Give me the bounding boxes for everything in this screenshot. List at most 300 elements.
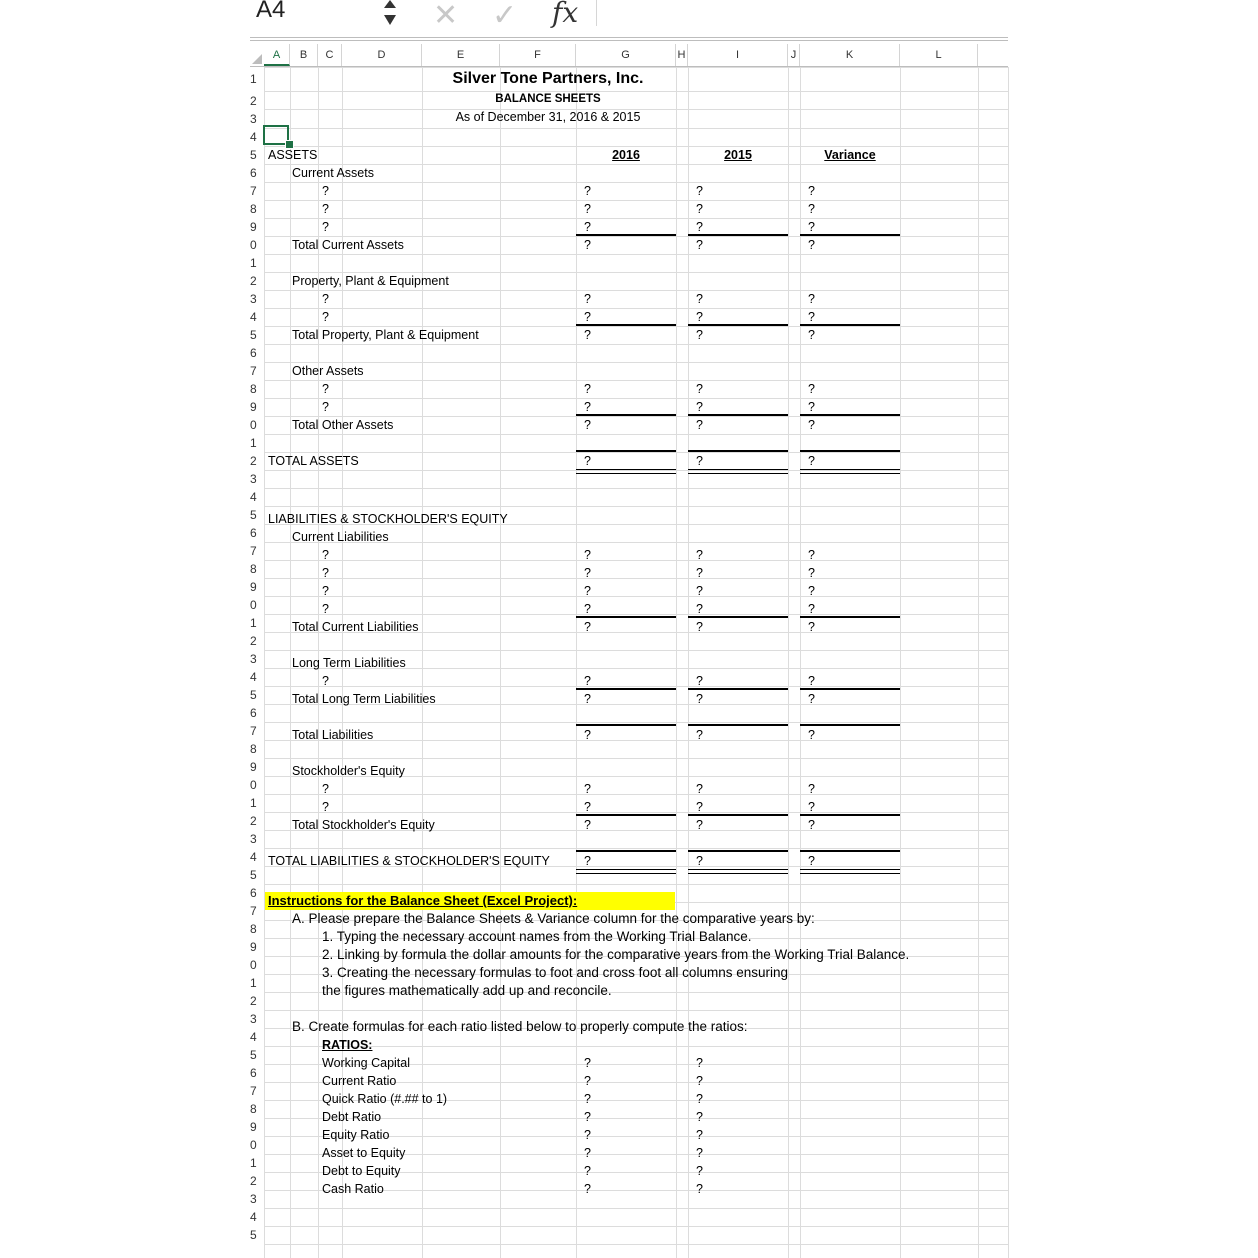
ratio-value: ? (584, 1074, 591, 1088)
placeholder-value: ? (808, 328, 815, 342)
ratio-value: ? (584, 1056, 591, 1070)
grid-row-line (264, 1208, 1008, 1209)
row-number[interactable]: 3 (250, 1192, 257, 1206)
grid-row-line (264, 560, 1008, 561)
row-number[interactable]: 3 (250, 1012, 257, 1026)
placeholder-value: ? (808, 566, 815, 580)
top-rule (688, 724, 788, 726)
underline-rule (800, 324, 900, 326)
grid-row-line (264, 794, 1008, 795)
row-number[interactable]: 8 (250, 562, 257, 576)
column-header-i[interactable]: I (688, 44, 788, 66)
formula-bar (0, 0, 1258, 36)
row-number[interactable]: 7 (250, 1084, 257, 1098)
placeholder-value: ? (584, 800, 591, 814)
row-number[interactable]: 1 (250, 1156, 257, 1170)
row-number[interactable]: 4 (250, 1030, 257, 1044)
placeholder-value: ? (808, 602, 815, 616)
grid-row-line (264, 848, 1008, 849)
ratio-value: ? (584, 1164, 591, 1178)
grid-column-line (978, 67, 979, 1258)
placeholder-value: ? (584, 692, 591, 706)
account-name-placeholder: ? (322, 292, 329, 306)
row-number[interactable]: 2 (250, 814, 257, 828)
double-underline-rule (800, 469, 900, 470)
top-rule (800, 850, 900, 852)
name-box-dropdown-icon[interactable] (380, 0, 400, 30)
top-rule (800, 450, 900, 452)
underline-rule (576, 688, 676, 690)
placeholder-value: ? (696, 184, 703, 198)
report-date: As of December 31, 2016 & 2015 (455, 110, 641, 124)
placeholder-value: ? (584, 238, 591, 252)
account-name-placeholder: ? (322, 566, 329, 580)
row-number[interactable]: 0 (250, 418, 257, 432)
placeholder-value: ? (808, 184, 815, 198)
account-name-placeholder: ? (322, 382, 329, 396)
ratio-equity: Equity Ratio (322, 1128, 390, 1142)
row-number[interactable]: 0 (250, 598, 257, 612)
placeholder-value: ? (584, 328, 591, 342)
grid-column-line (576, 67, 577, 1258)
placeholder-value: ? (584, 202, 591, 216)
row-number[interactable]: 2 (250, 274, 257, 288)
grid-row-line (264, 758, 1008, 759)
grid-row-line (264, 308, 1008, 309)
row-number[interactable]: 6 (250, 166, 257, 180)
row-number[interactable]: 1 (250, 72, 257, 86)
underline-rule (688, 414, 788, 416)
row-number[interactable]: 9 (250, 1120, 257, 1134)
underline-rule (688, 616, 788, 618)
row-number[interactable]: 6 (250, 886, 257, 900)
grid-row-line (264, 91, 1008, 92)
grid-row-line (264, 218, 1008, 219)
grid-row-line (264, 1010, 1008, 1011)
grid-row-line (264, 1046, 1008, 1047)
grid-row-line (264, 506, 1008, 507)
grid-row-line (264, 362, 1008, 363)
placeholder-value: ? (584, 454, 591, 468)
row-number[interactable]: 2 (250, 454, 257, 468)
row-number[interactable]: 7 (250, 364, 257, 378)
ratio-value: ? (696, 1092, 703, 1106)
column-header-f[interactable]: F (500, 44, 576, 66)
placeholder-value: ? (584, 310, 591, 324)
placeholder-value: ? (696, 292, 703, 306)
row-number[interactable]: 9 (250, 760, 257, 774)
long-term-liabilities-label: Long Term Liabilities (292, 656, 406, 670)
placeholder-value: ? (584, 184, 591, 198)
placeholder-value: ? (808, 454, 815, 468)
grid-row-line (264, 434, 1008, 435)
placeholder-value: ? (808, 310, 815, 324)
row-number[interactable]: 8 (250, 1102, 257, 1116)
underline-rule (576, 616, 676, 618)
placeholder-value: ? (808, 692, 815, 706)
placeholder-value: ? (584, 728, 591, 742)
row-number[interactable]: 9 (250, 400, 257, 414)
row-number[interactable]: 9 (250, 940, 257, 954)
total-stockholders-equity-label: Total Stockholder's Equity (292, 818, 435, 832)
placeholder-value: ? (696, 310, 703, 324)
column-header-k[interactable]: K (800, 44, 900, 66)
placeholder-value: ? (808, 202, 815, 216)
ratio-value: ? (584, 1092, 591, 1106)
grid-row-line (264, 254, 1008, 255)
row-number[interactable]: 5 (250, 508, 257, 522)
double-underline-rule (688, 873, 788, 874)
ratio-value: ? (696, 1146, 703, 1160)
placeholder-value: ? (808, 400, 815, 414)
placeholder-value: ? (696, 584, 703, 598)
current-assets-label: Current Assets (292, 166, 374, 180)
total-liabilities-label: Total Liabilities (292, 728, 374, 742)
column-header-a[interactable]: A (264, 44, 290, 66)
row-number[interactable]: 8 (250, 382, 257, 396)
placeholder-value: ? (584, 292, 591, 306)
confirm-icon[interactable]: ✓ (492, 0, 518, 32)
total-assets-label: TOTAL ASSETS (268, 454, 359, 468)
row-number[interactable]: 3 (250, 832, 257, 846)
grid-column-line (500, 67, 501, 1258)
placeholder-value: ? (584, 782, 591, 796)
placeholder-value: ? (584, 854, 591, 868)
underline-rule (800, 234, 900, 236)
total-liab-equity-label: TOTAL LIABILITIES & STOCKHOLDER'S EQUITY (268, 854, 550, 868)
double-underline-rule (576, 473, 676, 474)
underline-rule (800, 414, 900, 416)
ratio-debt-to-equity: Debt to Equity (322, 1164, 401, 1178)
row-number[interactable]: 4 (250, 670, 257, 684)
placeholder-value: ? (584, 382, 591, 396)
grid-row-line (264, 650, 1008, 651)
row-number[interactable]: 2 (250, 1174, 257, 1188)
grid-row-line (264, 884, 1008, 885)
ratio-value: ? (696, 1164, 703, 1178)
account-name-placeholder: ? (322, 548, 329, 562)
grid-column-line (676, 67, 677, 1258)
grid-row-line (264, 398, 1008, 399)
placeholder-value: ? (696, 548, 703, 562)
column-header-b[interactable]: B (290, 44, 318, 66)
row-number[interactable]: 5 (250, 328, 257, 342)
row-number[interactable]: 0 (250, 778, 257, 792)
row-number[interactable]: 1 (250, 796, 257, 810)
grid-column-line (422, 67, 423, 1258)
grid-column-line (688, 67, 689, 1258)
placeholder-value: ? (584, 818, 591, 832)
double-underline-rule (576, 873, 676, 874)
row-number[interactable]: 4 (250, 310, 257, 324)
total-long-term-liabilities-label: Total Long Term Liabilities (292, 692, 436, 706)
placeholder-value: ? (696, 202, 703, 216)
grid-row-line (264, 740, 1008, 741)
placeholder-value: ? (808, 674, 815, 688)
ratio-value: ? (584, 1110, 591, 1124)
ratio-quick: Quick Ratio (#.## to 1) (322, 1092, 448, 1106)
placeholder-value: ? (808, 584, 815, 598)
company-title: Silver Tone Partners, Inc. (452, 70, 644, 87)
row-number[interactable]: 8 (250, 922, 257, 936)
grid-column-line (264, 67, 265, 1258)
instructions-title: Instructions for the Balance Sheet (Excel Project): (268, 893, 578, 908)
row-number[interactable]: 2 (250, 994, 257, 1008)
placeholder-value: ? (696, 692, 703, 706)
row-number[interactable]: 1 (250, 256, 257, 270)
underline-rule (800, 814, 900, 816)
row-number[interactable]: 4 (250, 1210, 257, 1224)
row-number[interactable]: 8 (250, 202, 257, 216)
double-underline-rule (688, 469, 788, 470)
placeholder-value: ? (808, 818, 815, 832)
divider (250, 37, 1008, 38)
row-number[interactable]: 5 (250, 688, 257, 702)
placeholder-value: ? (696, 238, 703, 252)
placeholder-value: ? (584, 400, 591, 414)
placeholder-value: ? (808, 292, 815, 306)
top-rule (688, 450, 788, 452)
row-number[interactable]: 7 (250, 724, 257, 738)
row-number[interactable]: 5 (250, 1048, 257, 1062)
total-current-liabilities-label: Total Current Liabilities (292, 620, 419, 634)
placeholder-value: ? (696, 620, 703, 634)
instruction-a1: 1. Typing the necessary account names from the Working Trial Balance. (322, 929, 752, 944)
double-underline-rule (800, 873, 900, 874)
underline-rule (576, 814, 676, 816)
header-2015: 2015 (724, 148, 752, 162)
placeholder-value: ? (696, 220, 703, 234)
row-number[interactable]: 6 (250, 1066, 257, 1080)
placeholder-value: ? (584, 548, 591, 562)
grid-row-line (264, 1226, 1008, 1227)
placeholder-value: ? (808, 548, 815, 562)
ratio-value: ? (696, 1074, 703, 1088)
placeholder-value: ? (696, 400, 703, 414)
row-number[interactable]: 2 (250, 634, 257, 648)
column-header-e[interactable]: E (422, 44, 500, 66)
account-name-placeholder: ? (322, 202, 329, 216)
placeholder-value: ? (808, 728, 815, 742)
placeholder-value: ? (696, 328, 703, 342)
placeholder-value: ? (584, 584, 591, 598)
ratio-value: ? (696, 1110, 703, 1124)
placeholder-value: ? (584, 220, 591, 234)
row-number[interactable]: 4 (250, 850, 257, 864)
assets-label: ASSETS (268, 148, 318, 162)
grid-row-line (264, 290, 1008, 291)
row-number[interactable]: 7 (250, 184, 257, 198)
divider (250, 40, 1008, 41)
double-underline-rule (800, 869, 900, 870)
grid-column-line (290, 67, 291, 1258)
report-title: BALANCE SHEETS (495, 93, 601, 105)
placeholder-value: ? (696, 454, 703, 468)
top-rule (800, 724, 900, 726)
column-header-j[interactable]: J (788, 44, 800, 66)
cancel-icon[interactable]: ✕ (433, 0, 459, 32)
grid-row-line (264, 812, 1008, 813)
total-current-assets-label: Total Current Assets (292, 238, 404, 252)
ratio-value: ? (696, 1056, 703, 1070)
placeholder-value: ? (808, 800, 815, 814)
row-number[interactable]: 9 (250, 220, 257, 234)
instruction-a: A. Please prepare the Balance Sheets & Variance column for the comparative years by: (292, 911, 815, 926)
grid-row-line (264, 614, 1008, 615)
grid-row-line (264, 686, 1008, 687)
grid-row-line (264, 1244, 1008, 1245)
row-number[interactable]: 2 (250, 94, 257, 108)
placeholder-value: ? (808, 854, 815, 868)
underline-rule (688, 688, 788, 690)
grid-row-line (264, 596, 1008, 597)
placeholder-value: ? (696, 782, 703, 796)
row-number[interactable]: 8 (250, 742, 257, 756)
column-header-d[interactable]: D (342, 44, 422, 66)
instruction-a2: 2. Linking by formula the dollar amounts for the comparative years from the Working Trial Balance. (322, 947, 910, 962)
top-rule (688, 850, 788, 852)
row-number[interactable]: 3 (250, 292, 257, 306)
placeholder-value: ? (696, 800, 703, 814)
grid-row-line (264, 722, 1008, 723)
row-number[interactable]: 5 (250, 148, 257, 162)
row-number[interactable]: 7 (250, 904, 257, 918)
column-header-l[interactable]: L (900, 44, 978, 66)
row-number[interactable]: 0 (250, 238, 257, 252)
ratios-title: RATIOS: (322, 1038, 373, 1052)
row-number[interactable]: 9 (250, 580, 257, 594)
placeholder-value: ? (696, 728, 703, 742)
grid-row-line (264, 200, 1008, 201)
placeholder-value: ? (696, 674, 703, 688)
placeholder-value: ? (584, 674, 591, 688)
grid-column-line (900, 67, 901, 1258)
ppe-label: Property, Plant & Equipment (292, 274, 449, 288)
grid-row-line (264, 128, 1008, 129)
ratio-value: ? (584, 1146, 591, 1160)
instruction-b: B. Create formulas for each ratio listed below to properly compute the ratios: (292, 1019, 748, 1034)
row-number[interactable]: 7 (250, 544, 257, 558)
placeholder-value: ? (696, 602, 703, 616)
row-number[interactable]: 1 (250, 616, 257, 630)
account-name-placeholder: ? (322, 310, 329, 324)
top-rule (576, 450, 676, 452)
row-number[interactable]: 3 (250, 472, 257, 486)
grid-row-line (264, 452, 1008, 453)
placeholder-value: ? (696, 818, 703, 832)
row-number[interactable]: 6 (250, 526, 257, 540)
column-header-h[interactable]: H (676, 44, 688, 66)
ratio-debt: Debt Ratio (322, 1110, 382, 1124)
account-name-placeholder: ? (322, 400, 329, 414)
header-2016: 2016 (612, 148, 640, 162)
total-ppe-label: Total Property, Plant & Equipment (292, 328, 479, 342)
grid-row-line (264, 182, 1008, 183)
underline-rule (688, 324, 788, 326)
placeholder-value: ? (584, 418, 591, 432)
placeholder-value: ? (584, 602, 591, 616)
ratio-value: ? (696, 1128, 703, 1142)
placeholder-value: ? (696, 854, 703, 868)
ratio-working-capital: Working Capital (322, 1056, 411, 1070)
row-number[interactable]: 0 (250, 958, 257, 972)
underline-rule (688, 814, 788, 816)
double-underline-rule (576, 469, 676, 470)
column-header-g[interactable]: G (576, 44, 676, 66)
row-number[interactable]: 1 (250, 976, 257, 990)
account-name-placeholder: ? (322, 782, 329, 796)
other-assets-label: Other Assets (292, 364, 364, 378)
ratio-cash: Cash Ratio (322, 1182, 384, 1196)
grid-row-line (264, 164, 1008, 165)
select-all-icon[interactable] (250, 44, 264, 66)
ratio-value: ? (584, 1128, 591, 1142)
grid-row-line (264, 488, 1008, 489)
placeholder-value: ? (696, 566, 703, 580)
underline-rule (688, 234, 788, 236)
underline-rule (800, 616, 900, 618)
account-name-placeholder: ? (322, 800, 329, 814)
placeholder-value: ? (808, 382, 815, 396)
underline-rule (800, 688, 900, 690)
placeholder-value: ? (696, 418, 703, 432)
row-number[interactable]: 1 (250, 436, 257, 450)
placeholder-value: ? (584, 620, 591, 634)
top-rule (576, 850, 676, 852)
grid-row-line (264, 578, 1008, 579)
row-number[interactable]: 5 (250, 1228, 257, 1242)
grid-row-line (264, 67, 1008, 68)
function-icon[interactable]: fx (552, 0, 579, 29)
row-number[interactable]: 6 (250, 346, 257, 360)
grid-column-line (800, 67, 801, 1258)
row-number[interactable]: 6 (250, 706, 257, 720)
column-header-c[interactable]: C (318, 44, 342, 66)
total-other-assets-label: Total Other Assets (292, 418, 394, 432)
double-underline-rule (688, 473, 788, 474)
account-name-placeholder: ? (322, 602, 329, 616)
ratio-value: ? (584, 1182, 591, 1196)
header-variance: Variance (824, 148, 876, 162)
row-number[interactable]: 0 (250, 1138, 257, 1152)
ratio-asset-to-equity: Asset to Equity (322, 1146, 406, 1160)
grid-column-line (788, 67, 789, 1258)
grid-row-line (264, 380, 1008, 381)
double-underline-rule (576, 869, 676, 870)
account-name-placeholder: ? (322, 220, 329, 234)
row-number[interactable]: 3 (250, 652, 257, 666)
double-underline-rule (800, 473, 900, 474)
underline-rule (576, 324, 676, 326)
row-number[interactable]: 4 (250, 130, 257, 144)
placeholder-value: ? (808, 620, 815, 634)
name-box[interactable]: A4 (256, 0, 286, 23)
account-name-placeholder: ? (322, 674, 329, 688)
placeholder-value: ? (808, 238, 815, 252)
grid-row-line (264, 470, 1008, 471)
ratio-value: ? (696, 1182, 703, 1196)
row-number[interactable]: 4 (250, 490, 257, 504)
placeholder-value: ? (808, 418, 815, 432)
row-number[interactable]: 3 (250, 112, 257, 126)
liab-equity-label: LIABILITIES & STOCKHOLDER'S EQUITY (268, 512, 508, 526)
instruction-a3b: the figures mathematically add up and reconcile. (322, 983, 612, 998)
double-underline-rule (688, 869, 788, 870)
row-number[interactable]: 5 (250, 868, 257, 882)
grid-row-line (264, 344, 1008, 345)
placeholder-value: ? (584, 566, 591, 580)
ratio-current: Current Ratio (322, 1074, 397, 1088)
